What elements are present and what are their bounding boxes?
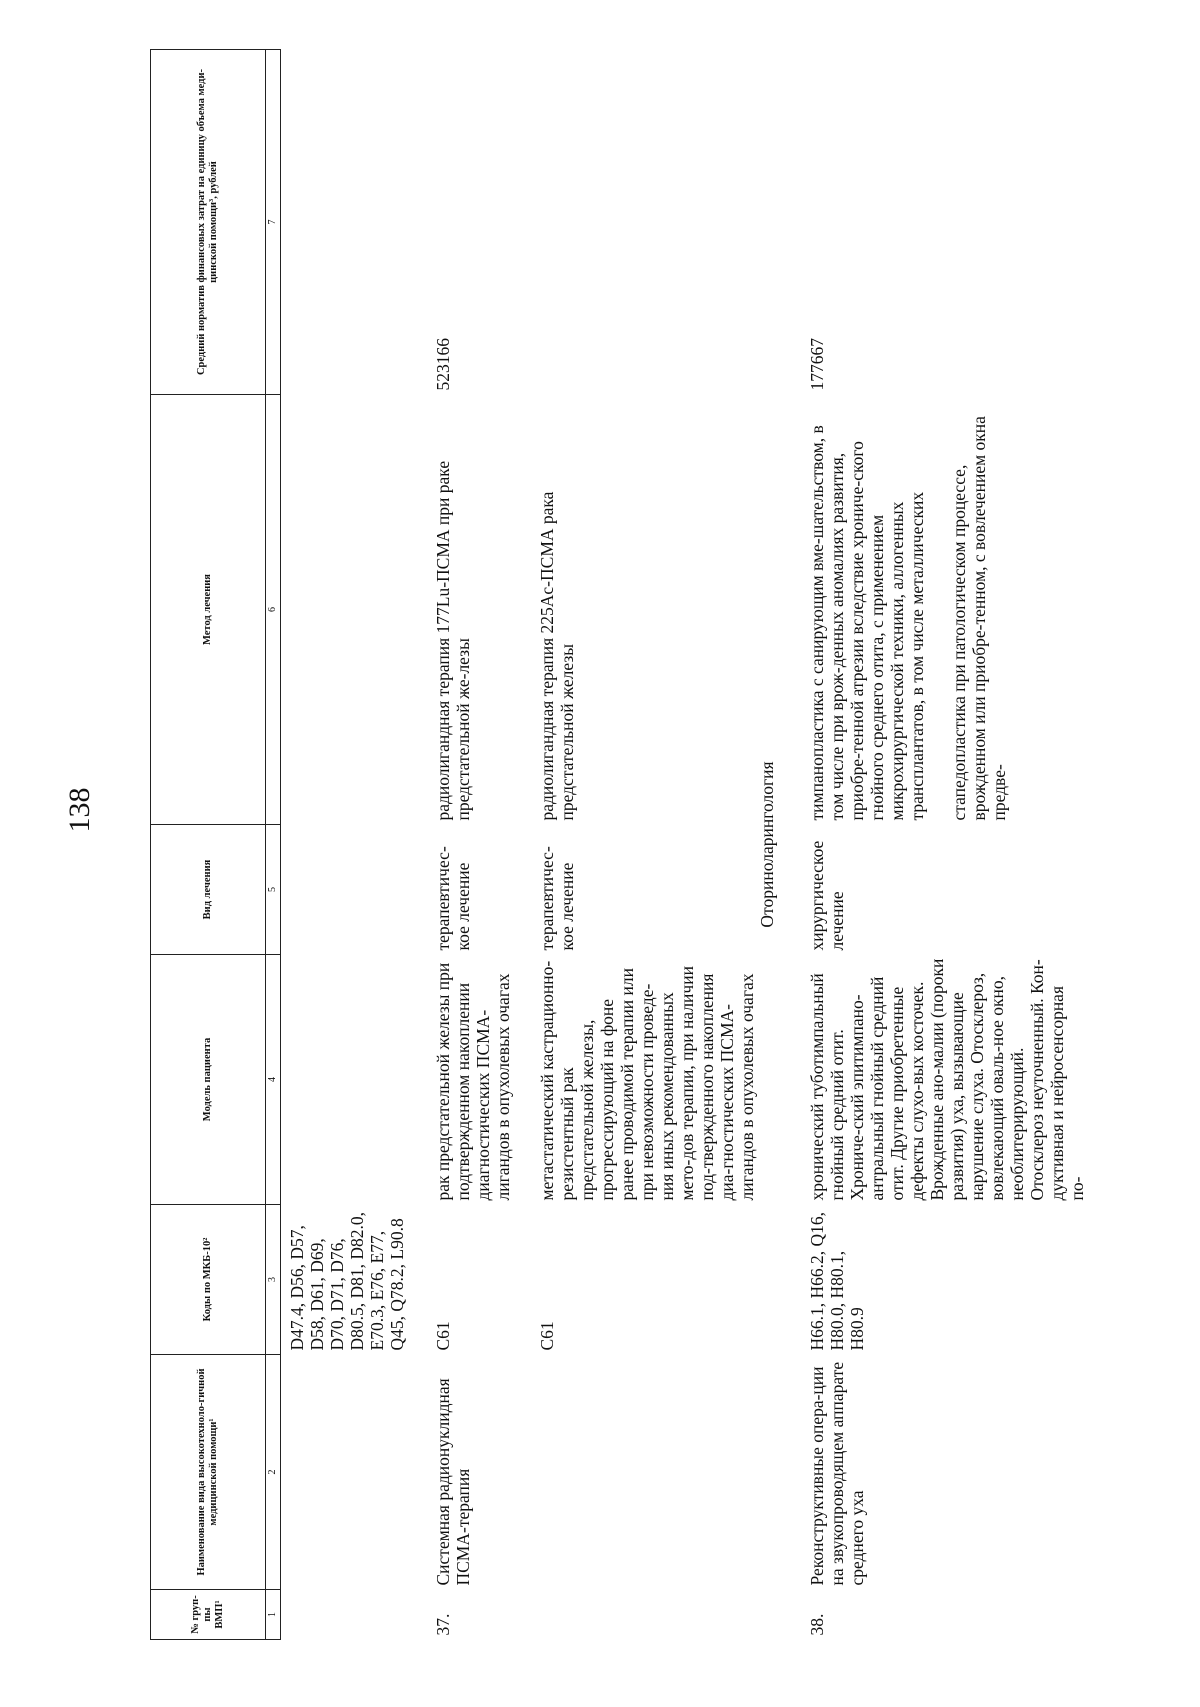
- header-treatment-method: Метод лечения: [151, 395, 266, 825]
- icd-codes: C61: [537, 1321, 557, 1351]
- header-treatment-type: Вид лечения: [151, 825, 266, 955]
- header-icd-codes: Коды по МКБ-10²: [151, 1205, 266, 1355]
- header-care-type: Наименование вида высокотехноло-гичной медицинской помощи¹: [151, 1355, 266, 1590]
- table-row-37-sub: [513, 50, 757, 1640]
- patient-model: хронический туботимпальный гнойный средний отит. Хрониче-ский эпитимпано-антральный гнойный средний отит. Другие приобретенные дефекты слухо-вых косточек. Врожденные ано-малии (пороки развития) уха, вызывающие нарушение слуха. Отосклероз, вовлекающий оваль-ное окно, необлитерирующий. Отосклероз неуточненный. Кон-дуктивная и нейросенсорная по-: [807, 958, 1087, 1201]
- section-title: Оториноларингология: [757, 761, 777, 928]
- page-number: 138: [63, 787, 96, 833]
- continuation-row: [281, 50, 408, 1640]
- column-number: 7: [266, 50, 281, 395]
- column-number: 2: [266, 1355, 281, 1590]
- treatment-type: хирургическое лечение: [807, 840, 847, 951]
- icd-codes: H66.1, H66.2, Q16, H80.0, H80.1, H80.9: [807, 1211, 867, 1351]
- treatment-type: терапевтичес-кое лечение: [537, 846, 577, 951]
- treatment-method: стапедопластика при патологическом процессе, врожденном или приобре-тенном, с вовлечением окна предве-: [949, 416, 1009, 821]
- header-row: [151, 50, 266, 1640]
- continuation-codes: D47.4, D56, D57, D58, D61, D69, D70, D71, D76, D80.5, D81, D82.0, E70.3, E76, E77, Q45, Q78.2, L90.8: [287, 1211, 407, 1351]
- column-number: 3: [266, 1205, 281, 1355]
- care-type-name: Системная радионуклидная ПСМА-терапия: [433, 1378, 473, 1586]
- treatment-method: радиолигандная терапия 177Lu-ПСМА при раке предстательной же-лезы: [433, 460, 473, 821]
- treatment-type: терапевтичес-кое лечение: [433, 846, 473, 951]
- patient-model: метастатический кастрационно-резистентный рак предстательной железы, прогрессирующий на фоне ранее проводимой терапии или при невозможности проведе-ния иных рекомендованных мето-дов терапии, при наличии под-твержденного накопления диа-гностических ПСМА-лигандов в опухолевых очагах: [537, 960, 757, 1201]
- column-number-row: [266, 50, 281, 1640]
- column-number: 4: [266, 955, 281, 1205]
- cost-norm: 523166: [433, 338, 453, 391]
- patient-model: рак предстательной железы при подтвержденном накоплении диагностических ПСМА-лигандов в опухолевых очагах: [433, 962, 513, 1201]
- rotated-page: [150, 30, 1090, 1640]
- treatment-methods: [781, 395, 1087, 825]
- section-header-row: [757, 50, 781, 1640]
- treatment-method: тимпанопластика с санирующим вме-шательством, в том числе при врож-денных аномалиях развития, приобре-тенной атрезии вследствие хрониче-ского гнойного среднего отита, с применением микрохирургической техники, аллогенных трансплантатов, в том числе металлических: [807, 425, 927, 821]
- column-number: 1: [266, 1590, 281, 1640]
- group-number: 38.: [807, 1613, 827, 1636]
- cost-norm: 177667: [807, 338, 827, 391]
- care-type-name: Реконструктивные опера-ции на звукопроводящем аппарате среднего уха: [807, 1361, 867, 1586]
- treatment-method: радиолигандная терапия 225Ac-ПСМА рака предстательной железы: [537, 491, 577, 821]
- table-row-38: [781, 50, 1087, 1640]
- medical-care-table: [150, 49, 1087, 1640]
- header-cost-norm: Средний норматив финансовых затрат на единицу объема меди-цинской помощи³, рублей: [151, 50, 266, 395]
- group-number: 37.: [433, 1613, 453, 1636]
- header-patient-model: Модель пациента: [151, 955, 266, 1205]
- column-number: 6: [266, 395, 281, 825]
- icd-codes: C61: [433, 1321, 453, 1351]
- column-number: 5: [266, 825, 281, 955]
- header-group-number: № груп-пы ВМП¹: [151, 1590, 266, 1640]
- table-row-37: [407, 50, 513, 1640]
